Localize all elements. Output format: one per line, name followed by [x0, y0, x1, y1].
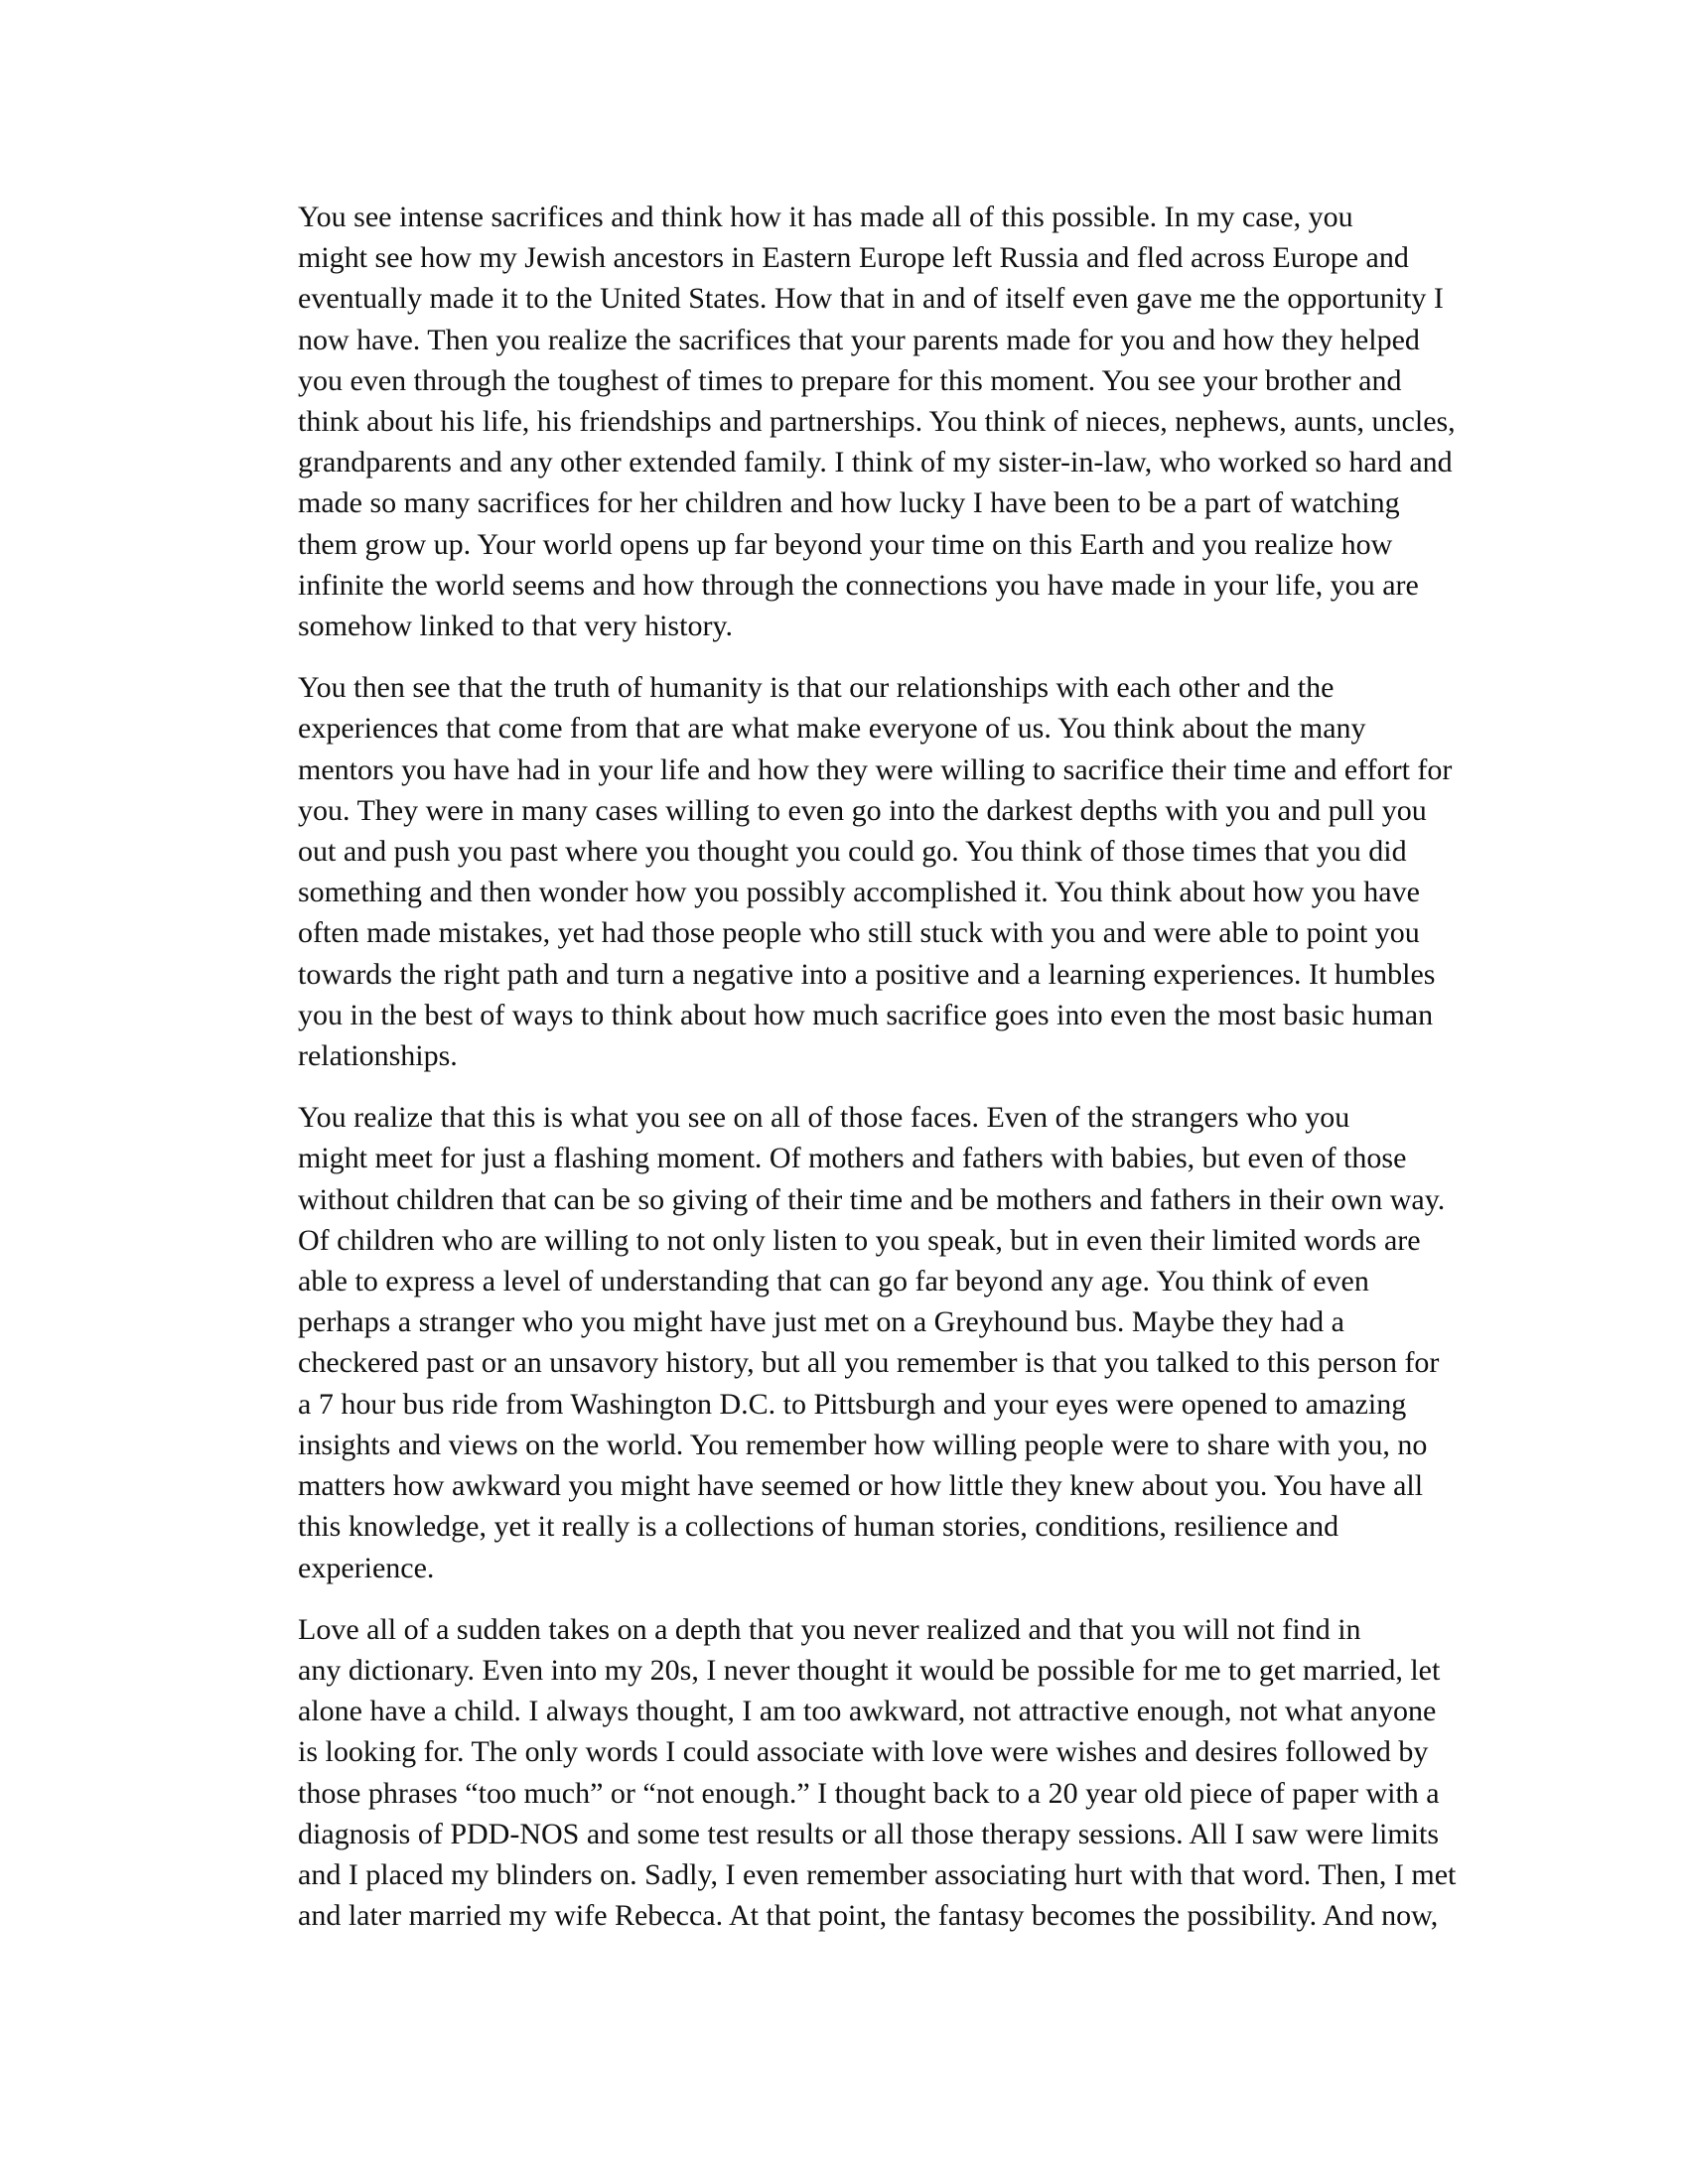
paragraph-3-line-2: might meet for just a flashing moment. Of mothers and fathers with babies, but even of those: [298, 1142, 1407, 1175]
paragraph-2: [199, 667, 1489, 1076]
paragraph-3-line-12: experience.: [298, 1551, 435, 1584]
document-page: [199, 197, 1489, 1957]
paragraph-1: [199, 197, 1489, 646]
paragraph-2-line-8: towards the right path and turn a negative into a positive and a learning experiences. It humbles: [298, 957, 1436, 991]
paragraph-3-line-5: able to express a level of understanding that can go far beyond any age. You think of even: [298, 1265, 1369, 1298]
paragraph-3-line-9: insights and views on the world. You remember how willing people were to share with you, no: [298, 1428, 1428, 1461]
paragraph-1-line-5: you even through the toughest of times to prepare for this moment. You see your brother and: [298, 363, 1402, 397]
paragraph-2-line-1: You then see that the truth of humanity is that our relationships with each other and the: [298, 671, 1335, 705]
paragraph-4-line-6: diagnosis of PDD-NOS and some test results or all those therapy sessions. All I saw were limits: [298, 1817, 1440, 1850]
paragraph-4-line-5: those phrases “too much” or “not enough.” I thought back to a 20 year old piece of paper with a: [298, 1776, 1440, 1810]
paragraph-1-line-6: think about his life, his friendships and partnerships. You think of nieces, nephews, aunts, uncles,: [298, 405, 1456, 439]
paragraph-1-line-11: somehow linked to that very history.: [298, 610, 733, 643]
paragraph-4-line-3: alone have a child. I always thought, I am too awkward, not attractive enough, not what anyone: [298, 1695, 1437, 1728]
paragraph-3-line-8: a 7 hour bus ride from Washington D.C. to Pittsburgh and your eyes were opened to amazing: [298, 1387, 1407, 1421]
paragraph-4-line-2: any dictionary. Even into my 20s, I never thought it would be possible for me to get married, let: [298, 1653, 1441, 1687]
paragraph-2-line-10: relationships.: [298, 1039, 458, 1073]
paragraph-2-line-4: you. They were in many cases willing to even go into the darkest depths with you and pull you: [298, 793, 1427, 827]
paragraph-4: [199, 1609, 1489, 1937]
paragraph-3-line-3: without children that can be so giving of their time and be mothers and fathers in their own way.: [298, 1182, 1446, 1216]
paragraph-4-line-8: and later married my wife Rebecca. At that point, the fantasy becomes the possibility. And now,: [298, 1899, 1439, 1933]
paragraph-3-line-6: perhaps a stranger who you might have just met on a Greyhound bus. Maybe they had a: [298, 1305, 1344, 1339]
paragraph-1-line-2: might see how my Jewish ancestors in Eastern Europe left Russia and fled across Europe and: [298, 241, 1409, 275]
paragraph-3: [199, 1097, 1489, 1587]
paragraph-1-line-4: now have. Then you realize the sacrifices that your parents made for you and how they helped: [298, 323, 1420, 356]
paragraph-2-line-3: mentors you have had in your life and how they were willing to sacrifice their time and effort for: [298, 752, 1453, 786]
paragraph-1-line-8: made so many sacrifices for her children and how lucky I have been to be a part of watching: [298, 486, 1400, 520]
paragraph-2-line-9: you in the best of ways to think about how much sacrifice goes into even the most basic human: [298, 998, 1434, 1031]
paragraph-1-line-9: them grow up. Your world opens up far beyond your time on this Earth and you realize how: [298, 527, 1393, 561]
paragraph-3-line-10: matters how awkward you might have seemed or how little they knew about you. You have all: [298, 1469, 1424, 1503]
paragraph-3-line-11: this knowledge, yet it really is a collections of human stories, conditions, resilience and: [298, 1510, 1339, 1544]
paragraph-2-line-6: something and then wonder how you possibly accomplished it. You think about how you have: [298, 876, 1420, 909]
paragraph-1-line-3: eventually made it to the United States. How that in and of itself even gave me the opportunity I: [298, 282, 1444, 316]
paragraph-1-line-10: infinite the world seems and how through the connections you have made in your life, you are: [298, 568, 1419, 602]
paragraph-4-line-4: is looking for. The only words I could associate with love were wishes and desires followed by: [298, 1735, 1429, 1769]
paragraph-3-line-1: You realize that this is what you see on all of those faces. Even of the strangers who you: [298, 1101, 1350, 1135]
paragraph-3-line-4: Of children who are willing to not only listen to you speak, but in even their limited words are: [298, 1223, 1421, 1257]
paragraph-4-line-1: Love all of a sudden takes on a depth that you never realized and that you will not find in: [298, 1612, 1361, 1646]
paragraph-3-line-7: checkered past or an unsavory history, but all you remember is that you talked to this person for: [298, 1346, 1440, 1380]
paragraph-2-line-2: experiences that come from that are what make everyone of us. You think about the many: [298, 712, 1366, 746]
paragraph-1-line-1: You see intense sacrifices and think how it has made all of this possible. In my case, you: [298, 201, 1353, 233]
paragraph-2-line-7: often made mistakes, yet had those people who still stuck with you and were able to point you: [298, 916, 1420, 950]
paragraph-4-line-7: and I placed my blinders on. Sadly, I even remember associating hurt with that word. Then, I met: [298, 1857, 1457, 1891]
paragraph-2-line-5: out and push you past where you thought you could go. You think of those times that you did: [298, 835, 1407, 869]
paragraph-1-line-7: grandparents and any other extended family. I think of my sister-in-law, who worked so hard and: [298, 446, 1453, 479]
